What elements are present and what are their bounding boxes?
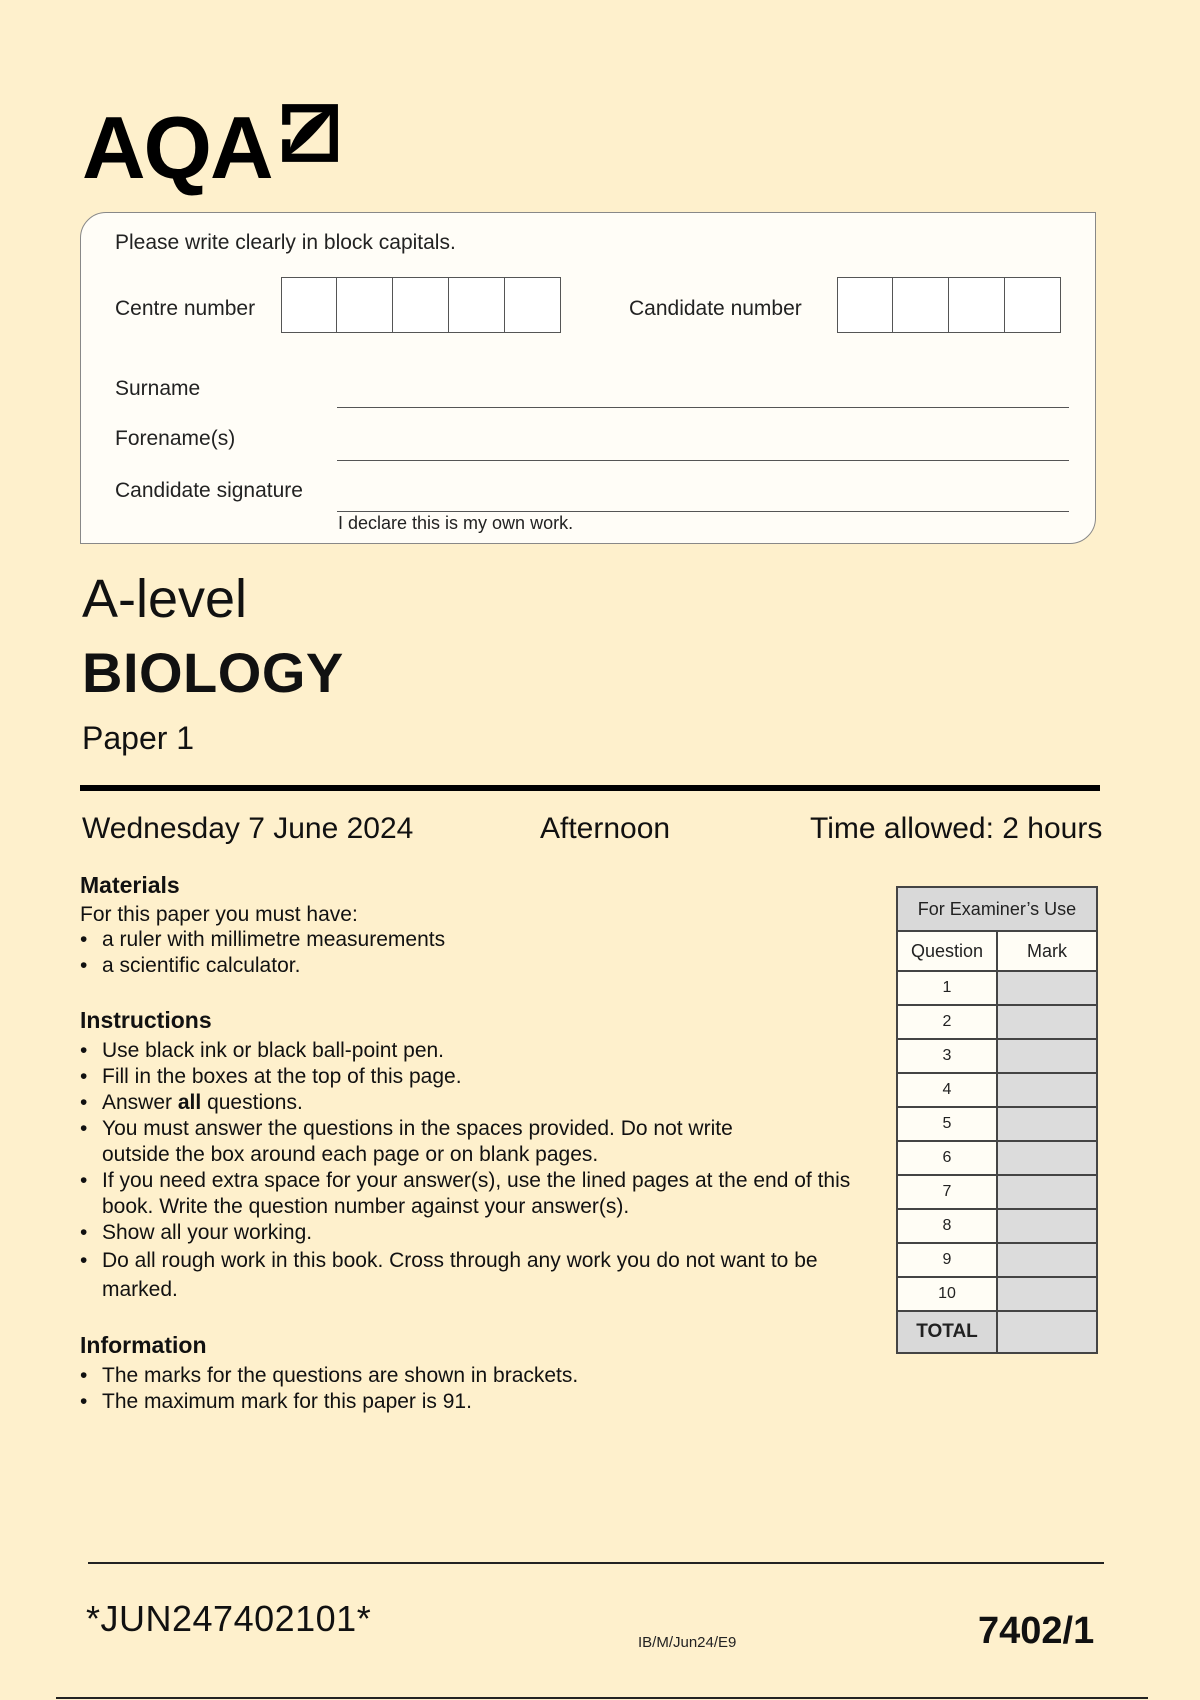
total-label: TOTAL [896,1312,998,1354]
candidate-number-cell[interactable] [1005,277,1061,333]
list-item [80,1090,870,1116]
materials-heading: Materials [80,872,180,898]
mark-cell[interactable] [998,1278,1098,1312]
signature-line[interactable] [337,511,1069,512]
centre-number-cell[interactable] [505,277,561,333]
list-item: • Use black ink or black ball-point pen. [80,1038,870,1064]
centre-number-cell[interactable] [281,277,337,333]
list-item: • The marks for the questions are shown in brackets. [80,1363,860,1389]
list-item: • You must answer the questions in the spaces provided. Do not write outside the box around each page or on blank pages. [80,1116,782,1168]
time-allowed: Time allowed: 2 hours [810,812,1103,845]
instructions-list [80,1038,870,1304]
declaration-text: I declare this is my own work. [338,513,574,533]
table-row [896,1142,1098,1176]
centre-number-cell[interactable] [337,277,393,333]
aqa-logo [82,82,340,197]
list-item: • a scientific calculator. [80,953,860,979]
paper-number: Paper 1 [82,720,195,756]
mark-cell[interactable] [998,1108,1098,1142]
centre-number-cell[interactable] [393,277,449,333]
signature-label: Candidate signature [115,479,303,502]
candidate-number-label: Candidate number [629,297,802,320]
question-number: 7 [896,1176,998,1210]
title-divider [80,785,1100,791]
materials-list [80,927,860,979]
list-item: • Do all rough work in this book. Cross through any work you do not want to be marked. [80,1246,822,1304]
instructions-section [80,1007,870,1304]
candidate-number-boxes [837,277,1061,333]
mark-cell[interactable] [998,1210,1098,1244]
table-row [896,1040,1098,1074]
answer-suffix: questions. [207,1091,303,1114]
qualification-level: A-level [82,569,248,629]
table-row [896,1074,1098,1108]
mark-column-header: Mark [998,932,1098,972]
question-number: 5 [896,1108,998,1142]
question-number: 1 [896,972,998,1006]
centre-number-boxes [281,277,561,333]
table-row [896,1278,1098,1312]
total-row [896,1312,1098,1354]
exam-session: Afternoon [540,812,671,845]
centre-number-label: Centre number [115,297,256,320]
examiners-use-title: For Examiner’s Use [896,886,1098,932]
answer-prefix: Answer [102,1091,173,1114]
instructions-heading: Instructions [80,1007,212,1033]
subject-title: BIOLOGY [82,641,344,704]
paper-code: 7402/1 [978,1610,1095,1652]
candidate-number-cell[interactable] [949,277,1005,333]
materials-intro: For this paper you must have: [80,903,358,926]
mark-cell[interactable] [998,1040,1098,1074]
information-section [80,1332,860,1415]
list-item: • a ruler with millimetre measurements [80,927,860,953]
table-row [896,1006,1098,1040]
table-row [896,1176,1098,1210]
information-heading: Information [80,1332,207,1358]
mark-cell[interactable] [998,1074,1098,1108]
question-number: 4 [896,1074,998,1108]
surname-label: Surname [115,377,201,400]
barcode-text: *JUN247402101* [86,1598,372,1639]
forename-line[interactable] [337,460,1069,461]
mark-cell[interactable] [998,1142,1098,1176]
mark-cell[interactable] [998,1176,1098,1210]
question-column-header: Question [896,932,998,972]
table-row [896,1210,1098,1244]
examiners-use-table [896,886,1098,1354]
table-row [896,1244,1098,1278]
reference-code: IB/M/Jun24/E9 [638,1634,737,1651]
mark-cell[interactable] [998,1006,1098,1040]
total-mark-cell[interactable] [998,1312,1098,1354]
answer-bold: all [177,1091,202,1114]
surname-line[interactable] [337,407,1069,408]
candidate-details-box [80,212,1096,544]
exam-date: Wednesday 7 June 2024 [82,812,414,845]
question-number: 9 [896,1244,998,1278]
information-list [80,1363,860,1415]
question-number: 6 [896,1142,998,1176]
logo-text: AQA [82,98,272,197]
materials-section [80,872,860,979]
centre-number-cell[interactable] [449,277,505,333]
table-row [896,1108,1098,1142]
footer-divider [88,1562,1104,1564]
list-item: • The maximum mark for this paper is 91. [80,1389,860,1415]
question-number: 3 [896,1040,998,1074]
candidate-number-cell[interactable] [893,277,949,333]
forename-label: Forename(s) [115,427,236,450]
bottom-rule [56,1697,1148,1699]
list-item: • If you need extra space for your answer(s), use the lined pages at the end of this book. Write the question number against your answer(s). [80,1168,892,1220]
mark-cell[interactable] [998,972,1098,1006]
mark-cell[interactable] [998,1244,1098,1278]
question-number: 2 [896,1006,998,1040]
aqa-leaf-icon [278,102,340,164]
list-item: • Fill in the boxes at the top of this page. [80,1064,870,1090]
list-item: • Show all your working. [80,1220,870,1246]
table-header-row [896,932,1098,972]
question-number: 8 [896,1210,998,1244]
candidate-number-cell[interactable] [837,277,893,333]
question-number: 10 [896,1278,998,1312]
block-capitals-instruction: Please write clearly in block capitals. [115,231,456,254]
table-row [896,972,1098,1006]
